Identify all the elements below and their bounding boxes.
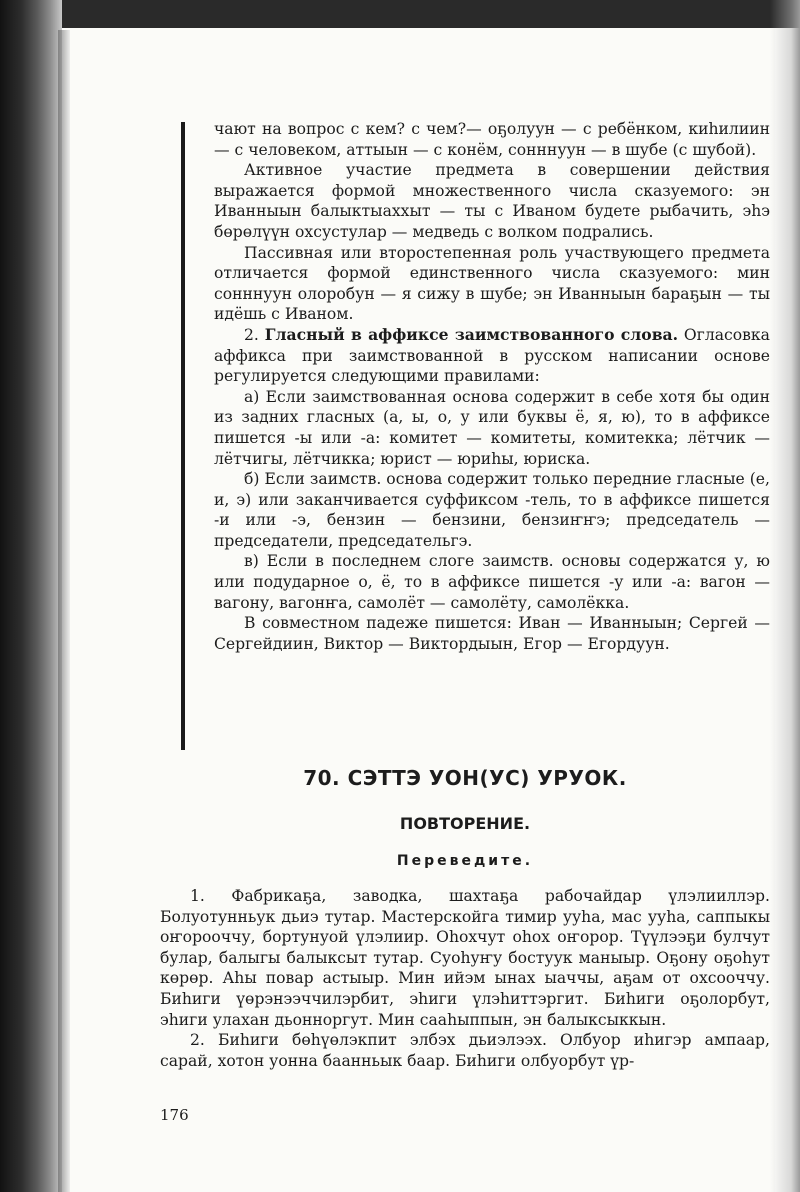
paragraph: в) Если в последнем слоге заимств. основы содержатся у, ю или подударное о, ё, то в аффиксе пишется -у или -а: вагон — вагону, вагонҥа, самолёт — самолёту, самолёкка.	[214, 552, 770, 612]
paragraph: Активное участие предмета в совершении действия выражается формой множественного числа сказуемого: эн Иванныын балыктыаххыт — ты с Иваном будете рыбачить, эһэ бөрөлүүн охсустулар — медведь с волком подрались.	[214, 161, 770, 241]
exercise-heading: Переведите.	[396, 853, 534, 869]
exercise-text	[160, 886, 770, 1071]
paragraph: чают на вопрос с кем? с чем?— оҕолуун — с ребёнком, киһилиин — с человеком, аттыын — с конём, сонннуун — в шубе (с шубой).	[214, 120, 770, 159]
book-spine	[0, 0, 62, 1192]
paragraph: а) Если заимствованная основа содержит в себе хотя бы один из задних гласных (а, ы, о, у или буквы ё, я, ю), то в аффиксе пишется -ы или -а: комитет — комитеты, комитекка; лётчик — лётчигы, лётчикка; юрист — юриһы, юриска.	[214, 387, 770, 468]
grammar-notes	[214, 119, 770, 654]
paragraph: Пассивная или второстепенная роль участвующего предмета отличается формой единственного числа сказуемого: мин сонннуун олоробун — я сижу в шубе; эн Иванныын бараҕын — ты идёшь с Иваном.	[214, 243, 770, 324]
paragraph: 1. Фабрикаҕа, заводка, шахтаҕа рабочайдар үлэлииллэр. Болуотунньук дьиэ тутар. Мастерскойга тимир ууһа, мас ууһа, саппыкы оҥорооччу, бортунуой үлэлиир. Оһохчут оһох оҥорор. Түүлээҕи булчут булар, балыгы балыксыт тутар. Суоһуҥу бостуук маныыр. Оҕону оҕоһут көрөр. Аһы повар астыыр. Мин ийэм ынах ыаччы, аҕам от охсооччу. Биһиги үөрэнээччилэрбит, эһиги үлэһиттэргит. Биһиги оҕолорбут, эһиги улахан дьонноргут. Мин сааһыппын, эн балыксыккын.	[160, 887, 770, 1029]
rule-number: 2.	[244, 325, 259, 344]
section-heading: ПОВТОРЕНИЕ.	[399, 814, 531, 833]
rule-title: Гласный в аффиксе заимствованного слова.	[264, 324, 679, 344]
paragraph: 2. Биһиги бөһүөлэкпит элбэх дьиэлээх. Олбуор иһигэр ампаар, сарай, хотон уонна баанньык баар. Биһиги олбуорбут үр-	[160, 1031, 770, 1070]
paragraph-rule-2	[214, 325, 770, 387]
page-number: 176	[160, 1106, 189, 1124]
paragraph: б) Если заимств. основа содержит только передние гласные (е, и, э) или заканчивается суффиксом -тель, то в аффиксе пишется -и или -э, бензин — бензини, бензиҥҥэ; председатель — председатели, председательгэ.	[214, 470, 770, 550]
rule-text: Огласовка аффикса при заимствованной в русском написании основе регулируется следующими правилами:	[214, 325, 770, 386]
lesson-heading: 70. СЭТТЭ УОН(УС) УРУОК.	[303, 766, 627, 790]
paragraph: В совместном падеже пишется: Иван — Иванныын; Сергей — Сергейдиин, Виктор — Виктордыын, Егор — Егордуун.	[214, 614, 770, 653]
margin-rule	[181, 122, 185, 750]
scan-top-border	[0, 0, 800, 28]
page-edge-shadow	[770, 0, 800, 1192]
